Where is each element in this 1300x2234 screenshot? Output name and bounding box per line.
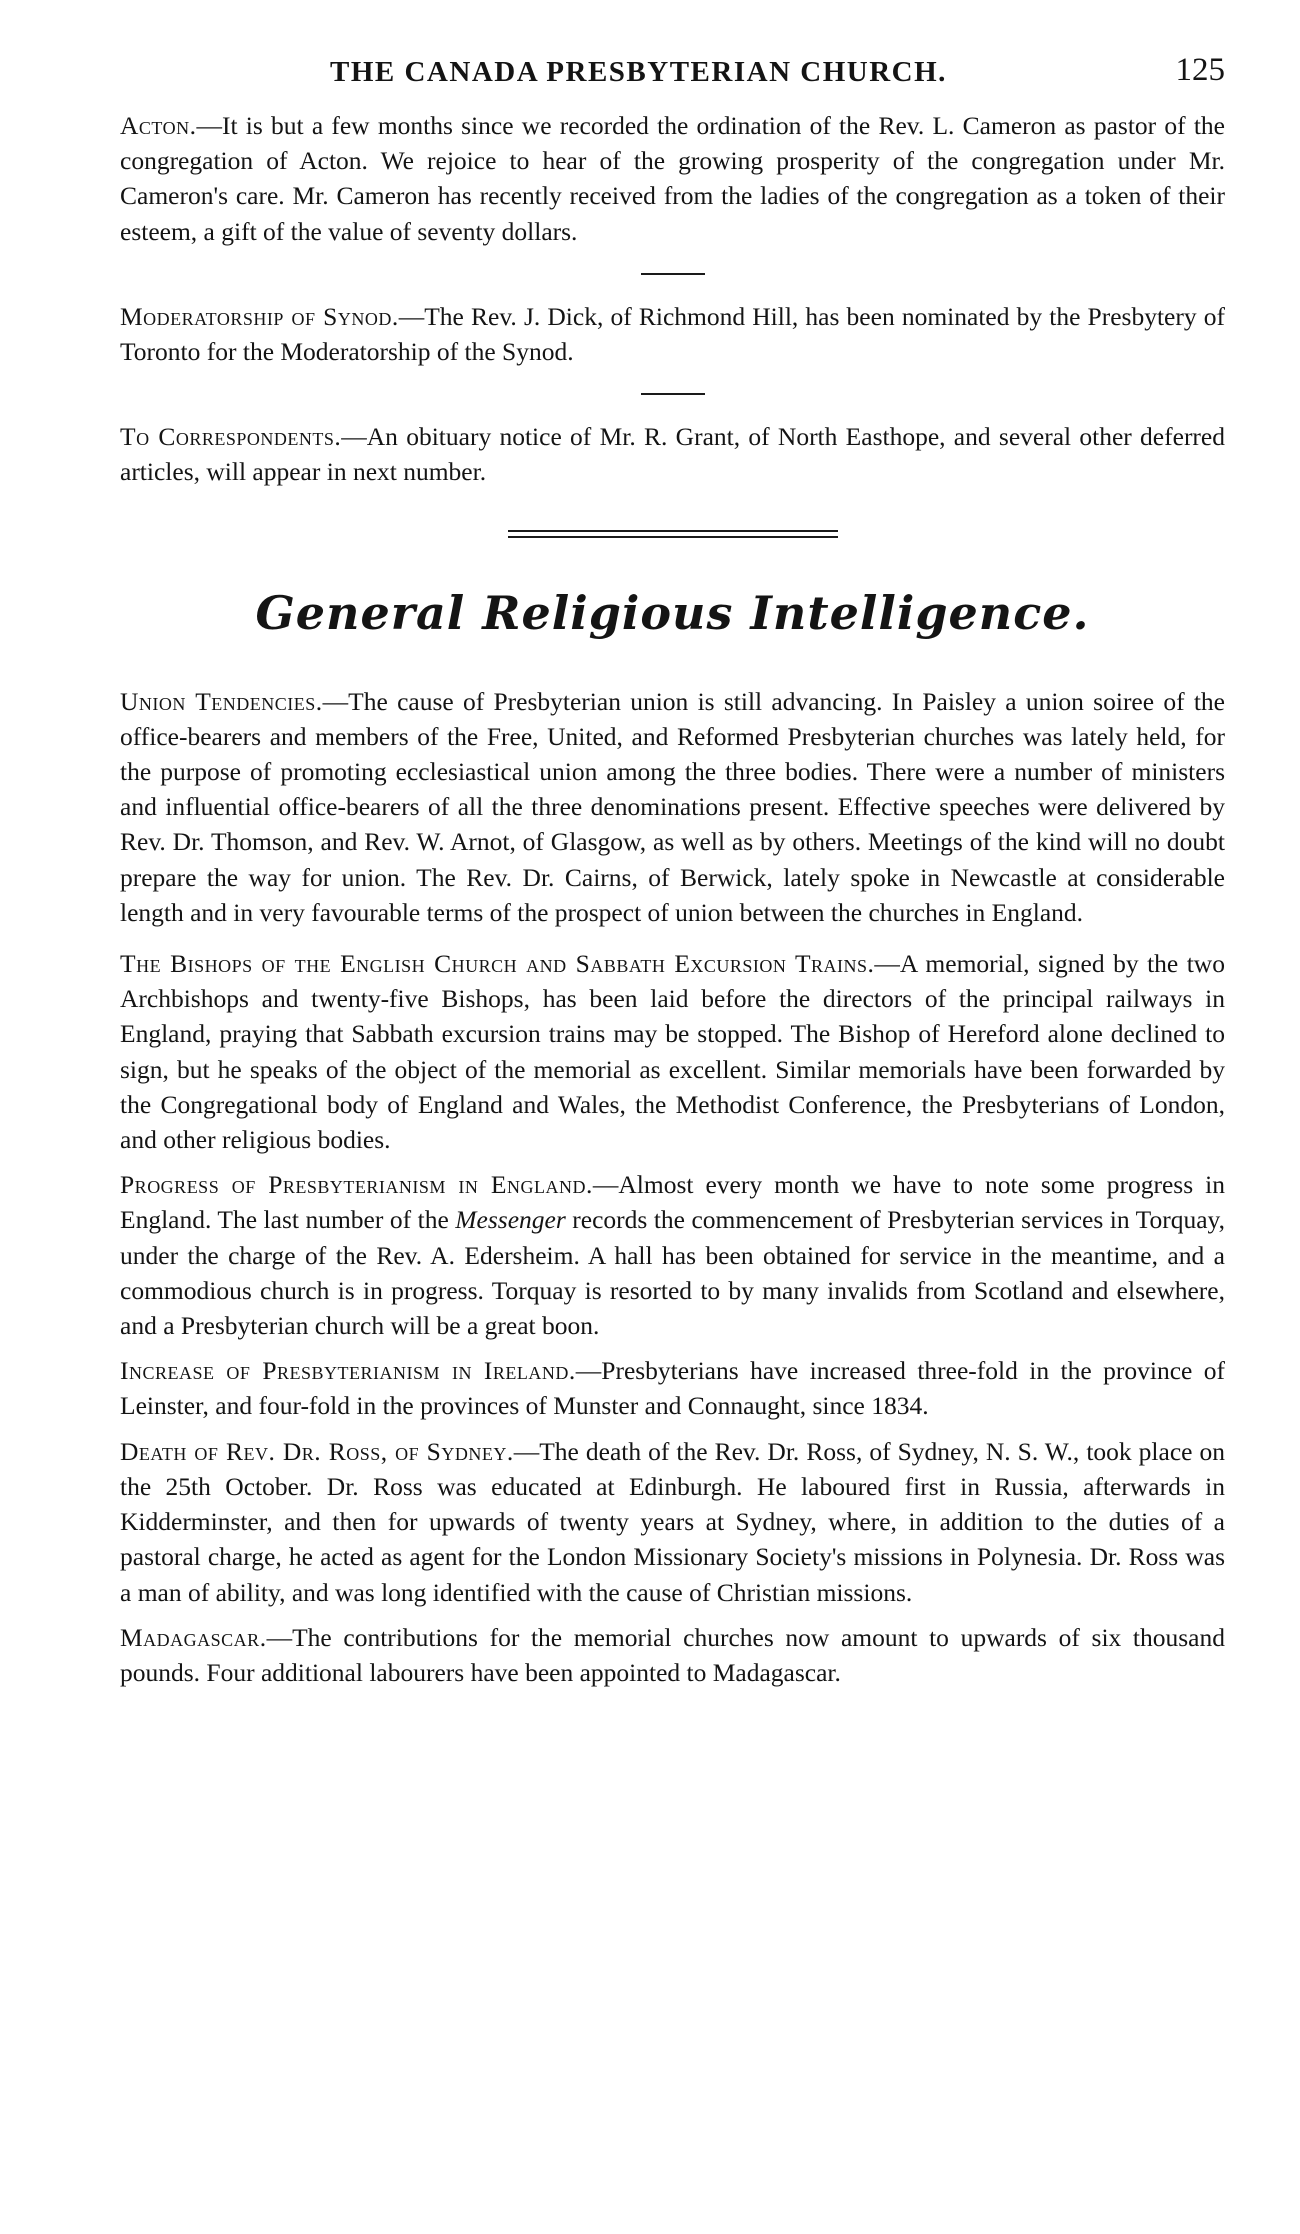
notice-correspondents (120, 419, 1225, 489)
notice-moderatorship (120, 299, 1225, 369)
spacer (120, 1343, 1225, 1353)
notice-text: —The Rev. J. Dick, of Richmond Hill, has been nominated by the Presbytery of Toronto for the Moderatorship of the Synod. (120, 301, 1225, 367)
article-lead: Madagascar. (120, 1622, 267, 1652)
running-title: THE CANADA PRESBYTERIAN CHURCH. (330, 56, 947, 88)
article-text: —The cause of Presbyterian union is still advancing. In Paisley a union soiree of the office-bearers and members of the Free, United, and Reformed Presbyterian churches was lately held, for the purpose of promoting ecclesiastical union among the three bodies. There were a number of ministers and influential office-bearers of all the three denominations present. Effective speeches were delivered by Rev. Dr. Thomson, and Rev. W. Arnot, of Glasgow, as well as by others. Meetings of the kind will no doubt prepare the way for union. The Rev. Dr. Cairns, of Berwick, lately spoke in Newcastle at considerable length and in very favourable terms of the prospect of union between the churches in England. (120, 686, 1226, 927)
article-union-tendencies (120, 684, 1225, 930)
running-head (120, 52, 1225, 108)
article-death-ross (120, 1434, 1225, 1610)
notice-text: —It is but a few months since we recorded the ordination of the Rev. L. Cameron as pastor of the congregation of Acton. We rejoice to hear of the growing prosperity of the congregation under Mr. Cameron's care. Mr. Cameron has recently received from the ladies of the congregation as a token of their esteem, a gift of the value of seventy dollars. (120, 111, 1225, 246)
article-lead: Union Tendencies. (120, 686, 323, 716)
page-number: 125 (1175, 52, 1225, 88)
article-text: —The death of the Rev. Dr. Ross, of Sydney, N. S. W., took place on the 25th October. Dr. Ross was educated at Edinburgh. He laboured first in Russia, afterwards in Kidderminster, and then for upwards of twenty years at Sydney, where, in addition to the duties of a pastoral charge, he acted as agent for the London Missionary Society's missions in Polynesia. Dr. Ross was a man of ability, and was long identified with the cause of Christian missions. (120, 1436, 1225, 1607)
article-lead: Increase of Presbyterianism in Ireland. (120, 1356, 576, 1386)
notice-lead: Moderatorship of Synod. (120, 301, 399, 331)
short-rule (641, 393, 705, 395)
short-rule (641, 273, 705, 275)
article-increase-ireland (120, 1353, 1225, 1423)
article-progress-england (120, 1167, 1225, 1343)
notice-lead: To Correspondents. (120, 422, 342, 452)
spacer (120, 1610, 1225, 1620)
article-lead: Progress of Presbyterianism in England. (120, 1170, 593, 1200)
notice-acton (120, 108, 1225, 249)
page (120, 52, 1225, 1690)
notice-text: —An obituary notice of Mr. R. Grant, of North Easthope, and several other deferred articles, will appear in next number. (120, 422, 1225, 487)
spacer (120, 1424, 1225, 1434)
double-rule (508, 530, 838, 538)
article-text: records the commencement of Presbyterian services in Torquay, under the charge of the Rev. A. Edersheim. A hall has been obtained for service in the meantime, and a commodious church is in progress. Torquay is resorted to by many invalids from Scotland and elsewhere, and a Presbyterian church will be a great boon. (120, 1205, 1225, 1341)
section-title: General Religious Intelligence. (255, 585, 1090, 640)
spacer (120, 930, 1225, 946)
spacer (120, 1157, 1225, 1167)
notice-lead: Acton. (120, 111, 197, 140)
article-text: —Presbyterians have increased three-fold in the province of Leinster, and four-fold in the provinces of Munster and Connaught, since 1834. (120, 1356, 1225, 1421)
article-italic-title: Messenger (455, 1205, 566, 1235)
article-madagascar (120, 1620, 1225, 1690)
article-text: —A memorial, signed by the two Archbishops and twenty-five Bishops, has been laid before the directors of the principal railways in England, praying that Sabbath excursion trains may be stopped. The Bishop of Hereford alone declined to sign, but he speaks of the object of the memorial as excellent. Similar memorials have been forwarded by the Congregational body of England and Wales, the Methodist Conference, the Presbyterians of London, and other religious bodies. (120, 949, 1225, 1155)
article-bishops (120, 946, 1225, 1157)
article-text: —The contributions for the memorial churches now amount to upwards of six thousand pounds. Four additional labourers have been appointed to Madagascar. (120, 1622, 1225, 1687)
article-lead: Death of Rev. Dr. Ross, of Sydney. (120, 1436, 514, 1466)
article-text: —Almost every month we have to note some progress in England. The last number of the (120, 1170, 1225, 1235)
article-lead: The Bishops of the English Church and Sabbath Excursion Trains. (120, 949, 875, 979)
